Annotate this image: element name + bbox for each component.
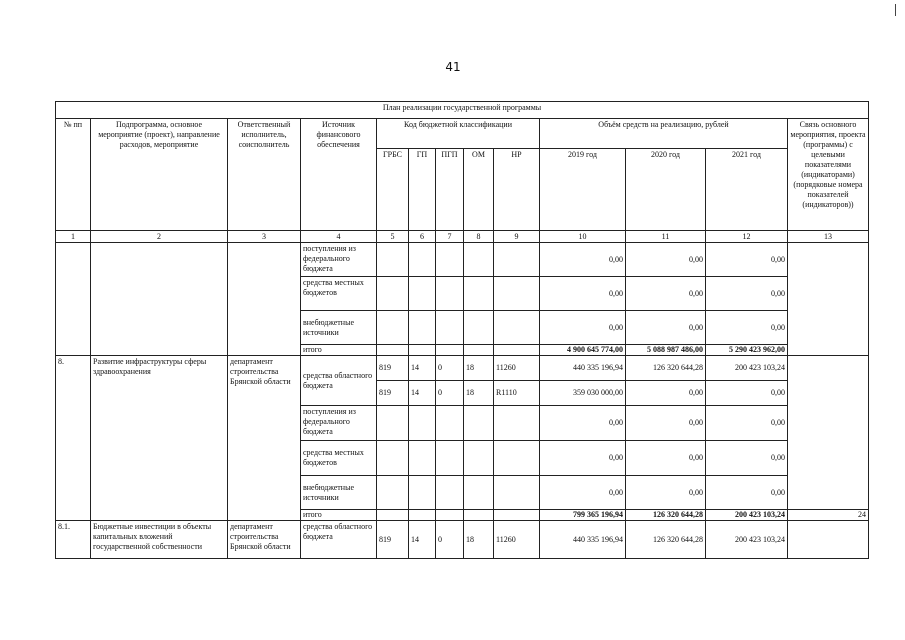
amount-2020: 0,00 <box>626 381 706 406</box>
total-label: итого <box>301 345 377 356</box>
amount-2021: 0,00 <box>706 311 788 345</box>
column-number: 2 <box>91 231 228 243</box>
amount-2020: 0,00 <box>626 406 706 441</box>
amount-2021: 0,00 <box>706 277 788 311</box>
program-plan-table <box>55 101 869 559</box>
code-pgp: 0 <box>436 521 464 559</box>
code-pgp: 0 <box>436 356 464 381</box>
source-cell: средства областного бюджета <box>301 521 377 559</box>
total-2021: 200 423 103,24 <box>706 510 788 521</box>
item-link-cell <box>788 521 869 559</box>
code-grbs: 819 <box>377 356 409 381</box>
source-cell: средства местных бюджетов <box>301 277 377 311</box>
item-name: Развитие инфраструктуры сферы здравоохранения <box>91 356 228 521</box>
amount-2021: 0,00 <box>706 381 788 406</box>
item-num: 8. <box>56 356 91 521</box>
page-number: 41 <box>445 60 461 74</box>
code-gp: 14 <box>409 381 436 406</box>
amount-2021: 200 423 103,24 <box>706 521 788 559</box>
total-2019: 799 365 196,94 <box>540 510 626 521</box>
amount-2021: 200 423 103,24 <box>706 356 788 381</box>
code-nr: 11260 <box>494 356 540 381</box>
column-number: 9 <box>494 231 540 243</box>
code-om: 18 <box>464 356 494 381</box>
code-nr: 11260 <box>494 521 540 559</box>
code-grbs: 819 <box>377 521 409 559</box>
column-number: 4 <box>301 231 377 243</box>
code-gp: 14 <box>409 356 436 381</box>
column-number-row <box>56 231 869 243</box>
amount-2021: 0,00 <box>706 476 788 510</box>
source-cell: поступления из федерального бюджета <box>301 406 377 441</box>
table-title-row <box>56 102 869 119</box>
header-volume: Объём средств на реализацию, рублей <box>540 119 788 149</box>
column-number: 8 <box>464 231 494 243</box>
header-budget-code: Код бюджетной классификации <box>377 119 540 149</box>
amount-2021: 0,00 <box>706 441 788 476</box>
item-responsible: департамент строительства Брянской области <box>228 521 301 559</box>
amount-2020: 126 320 644,28 <box>626 356 706 381</box>
amount-2021: 0,00 <box>706 243 788 277</box>
header-responsible: Ответственный исполнитель, соисполнитель <box>228 119 301 231</box>
item-name: Бюджетные инвестиции в объекты капитальных вложений государственной собственности <box>91 521 228 559</box>
amount-2019: 440 335 196,94 <box>540 356 626 381</box>
table-title: План реализации государственной программы <box>56 102 869 119</box>
header-row-1 <box>56 119 869 149</box>
amount-2019: 0,00 <box>540 311 626 345</box>
scan-edge-mark <box>895 4 896 16</box>
code-grbs: 819 <box>377 381 409 406</box>
amount-2019: 0,00 <box>540 277 626 311</box>
code-om: 18 <box>464 381 494 406</box>
code-pgp: 0 <box>436 381 464 406</box>
carry-num-cell <box>56 243 91 356</box>
carry-name-cell <box>91 243 228 356</box>
amount-2019: 0,00 <box>540 441 626 476</box>
header-gp: ГП <box>409 149 436 231</box>
code-gp: 14 <box>409 521 436 559</box>
source-cell: внебюджетные источники <box>301 311 377 345</box>
total-2020: 5 088 987 486,00 <box>626 345 706 356</box>
item-link-cell <box>788 356 869 510</box>
amount-2020: 126 320 644,28 <box>626 521 706 559</box>
carry-responsible-cell <box>228 243 301 356</box>
column-number: 10 <box>540 231 626 243</box>
column-number: 12 <box>706 231 788 243</box>
amount-2020: 0,00 <box>626 277 706 311</box>
source-cell: средства местных бюджетов <box>301 441 377 476</box>
header-subprogram: Подпрограмма, основное мероприятие (проект), направление расходов, мероприятие <box>91 119 228 231</box>
item-responsible: департамент строительства Брянской области <box>228 356 301 521</box>
header-pgp: ПГП <box>436 149 464 231</box>
amount-2020: 0,00 <box>626 243 706 277</box>
column-number: 1 <box>56 231 91 243</box>
header-2019: 2019 год <box>540 149 626 231</box>
code-om: 18 <box>464 521 494 559</box>
amount-2019: 359 030 000,00 <box>540 381 626 406</box>
amount-2020: 0,00 <box>626 476 706 510</box>
column-number: 13 <box>788 231 869 243</box>
source-cell: внебюджетные источники <box>301 476 377 510</box>
column-number: 5 <box>377 231 409 243</box>
carry-link-cell <box>788 243 869 356</box>
amount-2020: 0,00 <box>626 311 706 345</box>
header-om: ОМ <box>464 149 494 231</box>
column-number: 6 <box>409 231 436 243</box>
amount-2019: 440 335 196,94 <box>540 521 626 559</box>
amount-2020: 0,00 <box>626 441 706 476</box>
amount-2019: 0,00 <box>540 476 626 510</box>
header-num: № пп <box>56 119 91 231</box>
total-2019: 4 900 645 774,00 <box>540 345 626 356</box>
table-row <box>56 243 869 277</box>
total-2021: 5 290 423 962,00 <box>706 345 788 356</box>
header-2021: 2021 год <box>706 149 788 231</box>
item-num: 8.1. <box>56 521 91 559</box>
column-number: 11 <box>626 231 706 243</box>
total-label: итого <box>301 510 377 521</box>
code-nr: R1110 <box>494 381 540 406</box>
column-number: 7 <box>436 231 464 243</box>
header-link: Связь основного мероприятия, проекта (программы) с целевыми показателями (индикаторами) (порядковые номера показателей (индикаторов)) <box>788 119 869 231</box>
amount-2021: 0,00 <box>706 406 788 441</box>
source-cell: поступления из федерального бюджета <box>301 243 377 277</box>
total-link: 24 <box>788 510 869 521</box>
header-source: Источник финансового обеспечения <box>301 119 377 231</box>
table-row <box>56 356 869 381</box>
header-grbs: ГРБС <box>377 149 409 231</box>
header-nr: НР <box>494 149 540 231</box>
table-row <box>56 521 869 559</box>
source-cell: средства областного бюджета <box>301 356 377 406</box>
column-number: 3 <box>228 231 301 243</box>
amount-2019: 0,00 <box>540 406 626 441</box>
total-2020: 126 320 644,28 <box>626 510 706 521</box>
amount-2019: 0,00 <box>540 243 626 277</box>
header-2020: 2020 год <box>626 149 706 231</box>
